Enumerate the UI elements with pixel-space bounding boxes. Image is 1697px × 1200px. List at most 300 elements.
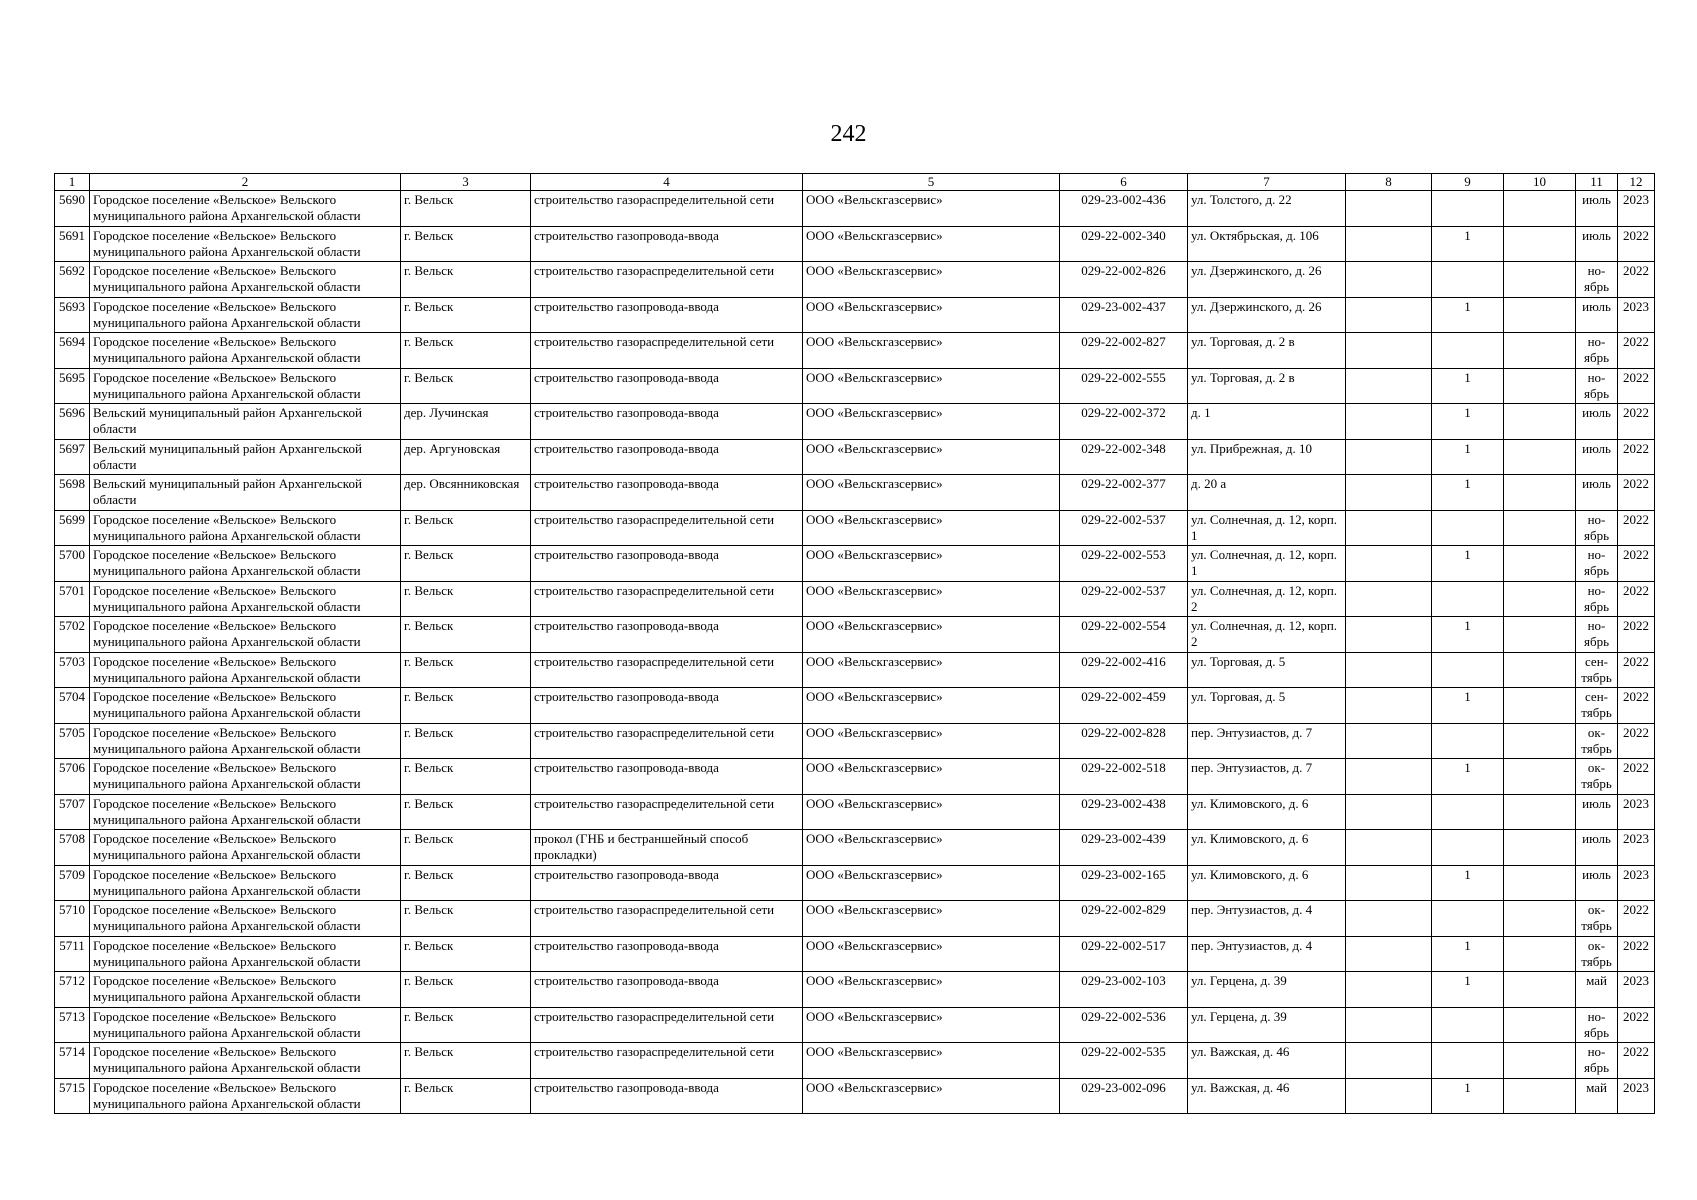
column-8-cell (1346, 475, 1432, 511)
organization-cell: ООО «Вельскгазсервис» (803, 759, 1060, 795)
column-8-cell (1346, 191, 1432, 227)
row-number-cell: 5693 (55, 297, 90, 333)
locality-cell: г. Вельск (401, 865, 531, 901)
column-10-cell (1504, 617, 1576, 653)
row-number-cell: 5706 (55, 759, 90, 795)
column-8-cell (1346, 723, 1432, 759)
registry-code-cell: 029-23-002-103 (1060, 972, 1188, 1008)
organization-cell: ООО «Вельскгазсервис» (803, 368, 1060, 404)
table-row (55, 936, 1655, 972)
municipality-cell: Городское поселение «Вельское» Вельского муниципального района Архангельской области (90, 723, 401, 759)
work-type-cell: строительство газораспределительной сети (531, 652, 803, 688)
row-number-cell: 5700 (55, 546, 90, 582)
year-cell: 2022 (1618, 901, 1655, 937)
year-cell: 2023 (1618, 865, 1655, 901)
locality-cell: г. Вельск (401, 723, 531, 759)
organization-cell: ООО «Вельскгазсервис» (803, 865, 1060, 901)
row-number-cell: 5704 (55, 688, 90, 724)
column-10-cell (1504, 688, 1576, 724)
month-cell: июль (1576, 865, 1618, 901)
column-8-cell (1346, 617, 1432, 653)
address-cell: пер. Энтузиастов, д. 4 (1188, 936, 1346, 972)
locality-cell: г. Вельск (401, 546, 531, 582)
locality-cell: г. Вельск (401, 936, 531, 972)
registry-code-cell: 029-22-002-377 (1060, 475, 1188, 511)
column-8-cell (1346, 368, 1432, 404)
address-cell: пер. Энтузиастов, д. 7 (1188, 759, 1346, 795)
municipality-cell: Городское поселение «Вельское» Вельского муниципального района Архангельской области (90, 972, 401, 1008)
work-type-cell: строительство газораспределительной сети (531, 191, 803, 227)
table-row (55, 759, 1655, 795)
registry-code-cell: 029-23-002-439 (1060, 830, 1188, 866)
year-cell: 2022 (1618, 1043, 1655, 1079)
organization-cell: ООО «Вельскгазсервис» (803, 439, 1060, 475)
year-cell: 2023 (1618, 191, 1655, 227)
month-cell: июль (1576, 297, 1618, 333)
organization-cell: ООО «Вельскгазсервис» (803, 723, 1060, 759)
registry-code-cell: 029-22-002-518 (1060, 759, 1188, 795)
month-cell: июль (1576, 830, 1618, 866)
column-8-cell (1346, 794, 1432, 830)
municipality-cell: Городское поселение «Вельское» Вельского муниципального района Архангельской области (90, 830, 401, 866)
year-cell: 2022 (1618, 475, 1655, 511)
registry-code-cell: 029-22-002-537 (1060, 510, 1188, 546)
registry-code-cell: 029-22-002-829 (1060, 901, 1188, 937)
address-cell: пер. Энтузиастов, д. 7 (1188, 723, 1346, 759)
table-row (55, 439, 1655, 475)
table-row (55, 333, 1655, 369)
year-cell: 2022 (1618, 333, 1655, 369)
address-cell: ул. Торговая, д. 2 в (1188, 333, 1346, 369)
work-type-cell: строительство газопровода-ввода (531, 759, 803, 795)
month-cell: но-ябрь (1576, 1043, 1618, 1079)
municipality-cell: Городское поселение «Вельское» Вельского муниципального района Архангельской области (90, 688, 401, 724)
organization-cell: ООО «Вельскгазсервис» (803, 794, 1060, 830)
locality-cell: г. Вельск (401, 617, 531, 653)
registry-code-cell: 029-23-002-436 (1060, 191, 1188, 227)
registry-code-cell: 029-22-002-827 (1060, 333, 1188, 369)
column-10-cell (1504, 794, 1576, 830)
quantity-cell: 1 (1432, 546, 1504, 582)
municipality-cell: Городское поселение «Вельское» Вельского муниципального района Архангельской области (90, 617, 401, 653)
table-row (55, 581, 1655, 617)
row-number-cell: 5695 (55, 368, 90, 404)
quantity-cell: 1 (1432, 404, 1504, 440)
municipality-cell: Вельский муниципальный район Архангельской области (90, 439, 401, 475)
column-header: 5 (803, 174, 1060, 191)
column-10-cell (1504, 191, 1576, 227)
column-10-cell (1504, 830, 1576, 866)
year-cell: 2022 (1618, 404, 1655, 440)
column-header: 3 (401, 174, 531, 191)
address-cell: пер. Энтузиастов, д. 4 (1188, 901, 1346, 937)
registry-code-cell: 029-22-002-553 (1060, 546, 1188, 582)
address-cell: д. 20 а (1188, 475, 1346, 511)
municipality-cell: Городское поселение «Вельское» Вельского муниципального района Архангельской области (90, 1007, 401, 1043)
column-10-cell (1504, 226, 1576, 262)
work-type-cell: строительство газопровода-ввода (531, 368, 803, 404)
locality-cell: дер. Лучинская (401, 404, 531, 440)
table-row (55, 226, 1655, 262)
month-cell: июль (1576, 191, 1618, 227)
locality-cell: г. Вельск (401, 794, 531, 830)
quantity-cell: 1 (1432, 368, 1504, 404)
column-header: 12 (1618, 174, 1655, 191)
column-10-cell (1504, 439, 1576, 475)
quantity-cell: 1 (1432, 1078, 1504, 1114)
organization-cell: ООО «Вельскгазсервис» (803, 688, 1060, 724)
municipality-cell: Городское поселение «Вельское» Вельского муниципального района Архангельской области (90, 297, 401, 333)
work-type-cell: строительство газопровода-ввода (531, 688, 803, 724)
locality-cell: г. Вельск (401, 759, 531, 795)
work-type-cell: строительство газораспределительной сети (531, 581, 803, 617)
locality-cell: г. Вельск (401, 652, 531, 688)
year-cell: 2022 (1618, 723, 1655, 759)
column-8-cell (1346, 226, 1432, 262)
row-number-cell: 5715 (55, 1078, 90, 1114)
locality-cell: г. Вельск (401, 510, 531, 546)
table-row (55, 830, 1655, 866)
year-cell: 2022 (1618, 688, 1655, 724)
address-cell: ул. Толстого, д. 22 (1188, 191, 1346, 227)
column-8-cell (1346, 262, 1432, 298)
organization-cell: ООО «Вельскгазсервис» (803, 972, 1060, 1008)
column-10-cell (1504, 759, 1576, 795)
quantity-cell (1432, 1043, 1504, 1079)
quantity-cell: 1 (1432, 226, 1504, 262)
register-table (54, 173, 1655, 1114)
column-10-cell (1504, 368, 1576, 404)
table-row (55, 1007, 1655, 1043)
year-cell: 2022 (1618, 617, 1655, 653)
row-number-cell: 5690 (55, 191, 90, 227)
row-number-cell: 5712 (55, 972, 90, 1008)
year-cell: 2022 (1618, 262, 1655, 298)
municipality-cell: Городское поселение «Вельское» Вельского муниципального района Архангельской области (90, 1043, 401, 1079)
municipality-cell: Городское поселение «Вельское» Вельского муниципального района Архангельской области (90, 901, 401, 937)
municipality-cell: Городское поселение «Вельское» Вельского муниципального района Архангельской области (90, 581, 401, 617)
locality-cell: дер. Аргуновская (401, 439, 531, 475)
column-10-cell (1504, 865, 1576, 901)
municipality-cell: Городское поселение «Вельское» Вельского муниципального района Архангельской области (90, 1078, 401, 1114)
month-cell: ок-тябрь (1576, 901, 1618, 937)
month-cell: но-ябрь (1576, 368, 1618, 404)
work-type-cell: строительство газопровода-ввода (531, 404, 803, 440)
column-8-cell (1346, 936, 1432, 972)
quantity-cell (1432, 794, 1504, 830)
month-cell: ок-тябрь (1576, 723, 1618, 759)
column-8-cell (1346, 1078, 1432, 1114)
organization-cell: ООО «Вельскгазсервис» (803, 191, 1060, 227)
year-cell: 2022 (1618, 581, 1655, 617)
municipality-cell: Городское поселение «Вельское» Вельского муниципального района Архангельской области (90, 333, 401, 369)
row-number-cell: 5705 (55, 723, 90, 759)
quantity-cell: 1 (1432, 972, 1504, 1008)
municipality-cell: Городское поселение «Вельское» Вельского муниципального района Архангельской области (90, 794, 401, 830)
locality-cell: г. Вельск (401, 901, 531, 937)
month-cell: июль (1576, 226, 1618, 262)
address-cell: ул. Прибрежная, д. 10 (1188, 439, 1346, 475)
column-header: 11 (1576, 174, 1618, 191)
month-cell: но-ябрь (1576, 1007, 1618, 1043)
column-8-cell (1346, 1043, 1432, 1079)
municipality-cell: Городское поселение «Вельское» Вельского муниципального района Архангельской области (90, 191, 401, 227)
table-row (55, 1043, 1655, 1079)
organization-cell: ООО «Вельскгазсервис» (803, 297, 1060, 333)
municipality-cell: Городское поселение «Вельское» Вельского муниципального района Архангельской области (90, 226, 401, 262)
address-cell: ул. Дзержинского, д. 26 (1188, 297, 1346, 333)
column-10-cell (1504, 936, 1576, 972)
column-10-cell (1504, 1007, 1576, 1043)
row-number-cell: 5699 (55, 510, 90, 546)
column-header: 2 (90, 174, 401, 191)
month-cell: июль (1576, 439, 1618, 475)
month-cell: но-ябрь (1576, 581, 1618, 617)
table-row (55, 546, 1655, 582)
month-cell: июль (1576, 475, 1618, 511)
work-type-cell: строительство газопровода-ввода (531, 936, 803, 972)
work-type-cell: строительство газораспределительной сети (531, 1007, 803, 1043)
organization-cell: ООО «Вельскгазсервис» (803, 510, 1060, 546)
organization-cell: ООО «Вельскгазсервис» (803, 652, 1060, 688)
table-row (55, 865, 1655, 901)
column-10-cell (1504, 1043, 1576, 1079)
table-row (55, 262, 1655, 298)
column-10-cell (1504, 1078, 1576, 1114)
column-8-cell (1346, 510, 1432, 546)
locality-cell: г. Вельск (401, 333, 531, 369)
column-8-cell (1346, 759, 1432, 795)
column-8-cell (1346, 404, 1432, 440)
work-type-cell: строительство газораспределительной сети (531, 901, 803, 937)
registry-code-cell: 029-22-002-372 (1060, 404, 1188, 440)
municipality-cell: Городское поселение «Вельское» Вельского муниципального района Архангельской области (90, 865, 401, 901)
column-10-cell (1504, 652, 1576, 688)
address-cell: ул. Торговая, д. 5 (1188, 652, 1346, 688)
quantity-cell: 1 (1432, 865, 1504, 901)
table-row (55, 652, 1655, 688)
year-cell: 2022 (1618, 1007, 1655, 1043)
table-row (55, 794, 1655, 830)
quantity-cell: 1 (1432, 759, 1504, 795)
address-cell: ул. Торговая, д. 5 (1188, 688, 1346, 724)
table-row (55, 617, 1655, 653)
column-8-cell (1346, 333, 1432, 369)
month-cell: но-ябрь (1576, 333, 1618, 369)
municipality-cell: Городское поселение «Вельское» Вельского муниципального района Архангельской области (90, 546, 401, 582)
row-number-cell: 5710 (55, 901, 90, 937)
table-row (55, 368, 1655, 404)
column-10-cell (1504, 333, 1576, 369)
year-cell: 2022 (1618, 652, 1655, 688)
month-cell: но-ябрь (1576, 617, 1618, 653)
locality-cell: г. Вельск (401, 226, 531, 262)
registry-code-cell: 029-23-002-437 (1060, 297, 1188, 333)
row-number-cell: 5711 (55, 936, 90, 972)
quantity-cell (1432, 830, 1504, 866)
locality-cell: г. Вельск (401, 368, 531, 404)
table-row (55, 723, 1655, 759)
quantity-cell (1432, 510, 1504, 546)
table-row (55, 1078, 1655, 1114)
address-cell: ул. Октябрьская, д. 106 (1188, 226, 1346, 262)
table-row (55, 510, 1655, 546)
quantity-cell (1432, 581, 1504, 617)
municipality-cell: Городское поселение «Вельское» Вельского муниципального района Архангельской области (90, 262, 401, 298)
table-row (55, 191, 1655, 227)
locality-cell: г. Вельск (401, 830, 531, 866)
organization-cell: ООО «Вельскгазсервис» (803, 1043, 1060, 1079)
address-cell: ул. Климовского, д. 6 (1188, 830, 1346, 866)
address-cell: ул. Важская, д. 46 (1188, 1078, 1346, 1114)
address-cell: ул. Климовского, д. 6 (1188, 865, 1346, 901)
column-10-cell (1504, 510, 1576, 546)
column-10-cell (1504, 404, 1576, 440)
column-header: 4 (531, 174, 803, 191)
quantity-cell: 1 (1432, 297, 1504, 333)
registry-code-cell: 029-22-002-348 (1060, 439, 1188, 475)
quantity-cell: 1 (1432, 439, 1504, 475)
row-number-cell: 5713 (55, 1007, 90, 1043)
column-header: 6 (1060, 174, 1188, 191)
column-8-cell (1346, 830, 1432, 866)
table-row (55, 688, 1655, 724)
column-8-cell (1346, 546, 1432, 582)
work-type-cell: строительство газораспределительной сети (531, 794, 803, 830)
registry-code-cell: 029-22-002-459 (1060, 688, 1188, 724)
address-cell: д. 1 (1188, 404, 1346, 440)
organization-cell: ООО «Вельскгазсервис» (803, 901, 1060, 937)
locality-cell: г. Вельск (401, 581, 531, 617)
row-number-cell: 5701 (55, 581, 90, 617)
column-8-cell (1346, 688, 1432, 724)
work-type-cell: строительство газопровода-ввода (531, 972, 803, 1008)
registry-code-cell: 029-22-002-555 (1060, 368, 1188, 404)
municipality-cell: Городское поселение «Вельское» Вельского муниципального района Архангельской области (90, 368, 401, 404)
registry-code-cell: 029-22-002-535 (1060, 1043, 1188, 1079)
work-type-cell: прокол (ГНБ и бестраншейный способ прокладки) (531, 830, 803, 866)
locality-cell: г. Вельск (401, 262, 531, 298)
address-cell: ул. Дзержинского, д. 26 (1188, 262, 1346, 298)
work-type-cell: строительство газораспределительной сети (531, 723, 803, 759)
month-cell: май (1576, 1078, 1618, 1114)
year-cell: 2023 (1618, 794, 1655, 830)
address-cell: ул. Климовского, д. 6 (1188, 794, 1346, 830)
month-cell: май (1576, 972, 1618, 1008)
month-cell: ок-тябрь (1576, 936, 1618, 972)
column-10-cell (1504, 581, 1576, 617)
table-row (55, 404, 1655, 440)
organization-cell: ООО «Вельскгазсервис» (803, 404, 1060, 440)
quantity-cell: 1 (1432, 475, 1504, 511)
address-cell: ул. Торговая, д. 2 в (1188, 368, 1346, 404)
column-10-cell (1504, 901, 1576, 937)
year-cell: 2023 (1618, 297, 1655, 333)
work-type-cell: строительство газопровода-ввода (531, 439, 803, 475)
work-type-cell: строительство газопровода-ввода (531, 617, 803, 653)
column-8-cell (1346, 652, 1432, 688)
year-cell: 2022 (1618, 936, 1655, 972)
column-header: 8 (1346, 174, 1432, 191)
page-number: 242 (830, 121, 867, 147)
row-number-cell: 5703 (55, 652, 90, 688)
year-cell: 2022 (1618, 439, 1655, 475)
column-8-cell (1346, 972, 1432, 1008)
row-number-cell: 5696 (55, 404, 90, 440)
registry-code-cell: 029-22-002-826 (1060, 262, 1188, 298)
year-cell: 2022 (1618, 546, 1655, 582)
column-header: 10 (1504, 174, 1576, 191)
row-number-cell: 5709 (55, 865, 90, 901)
locality-cell: г. Вельск (401, 1007, 531, 1043)
year-cell: 2023 (1618, 972, 1655, 1008)
organization-cell: ООО «Вельскгазсервис» (803, 617, 1060, 653)
registry-code-cell: 029-22-002-536 (1060, 1007, 1188, 1043)
column-8-cell (1346, 901, 1432, 937)
column-header: 7 (1188, 174, 1346, 191)
row-number-cell: 5692 (55, 262, 90, 298)
row-number-cell: 5708 (55, 830, 90, 866)
month-cell: сен-тябрь (1576, 652, 1618, 688)
month-cell: но-ябрь (1576, 510, 1618, 546)
quantity-cell (1432, 333, 1504, 369)
year-cell: 2022 (1618, 368, 1655, 404)
column-number-header-row (55, 174, 1655, 191)
row-number-cell: 5694 (55, 333, 90, 369)
table-row (55, 297, 1655, 333)
registry-code-cell: 029-22-002-537 (1060, 581, 1188, 617)
registry-code-cell: 029-22-002-340 (1060, 226, 1188, 262)
municipality-cell: Городское поселение «Вельское» Вельского муниципального района Архангельской области (90, 936, 401, 972)
quantity-cell: 1 (1432, 936, 1504, 972)
registry-code-cell: 029-22-002-554 (1060, 617, 1188, 653)
address-cell: ул. Герцена, д. 39 (1188, 1007, 1346, 1043)
registry-code-cell: 029-22-002-416 (1060, 652, 1188, 688)
registry-code-cell: 029-23-002-438 (1060, 794, 1188, 830)
row-number-cell: 5698 (55, 475, 90, 511)
registry-code-cell: 029-22-002-517 (1060, 936, 1188, 972)
column-8-cell (1346, 581, 1432, 617)
year-cell: 2022 (1618, 759, 1655, 795)
organization-cell: ООО «Вельскгазсервис» (803, 333, 1060, 369)
row-number-cell: 5697 (55, 439, 90, 475)
address-cell: ул. Солнечная, д. 12, корп. 2 (1188, 617, 1346, 653)
address-cell: ул. Солнечная, д. 12, корп. 1 (1188, 546, 1346, 582)
quantity-cell (1432, 191, 1504, 227)
municipality-cell: Вельский муниципальный район Архангельской области (90, 404, 401, 440)
table-row (55, 901, 1655, 937)
locality-cell: дер. Овсянниковская (401, 475, 531, 511)
work-type-cell: строительство газопровода-ввода (531, 297, 803, 333)
row-number-cell: 5691 (55, 226, 90, 262)
address-cell: ул. Солнечная, д. 12, корп. 1 (1188, 510, 1346, 546)
organization-cell: ООО «Вельскгазсервис» (803, 581, 1060, 617)
quantity-cell (1432, 262, 1504, 298)
month-cell: сен-тябрь (1576, 688, 1618, 724)
quantity-cell (1432, 652, 1504, 688)
address-cell: ул. Солнечная, д. 12, корп. 2 (1188, 581, 1346, 617)
column-8-cell (1346, 297, 1432, 333)
organization-cell: ООО «Вельскгазсервис» (803, 546, 1060, 582)
column-10-cell (1504, 297, 1576, 333)
work-type-cell: строительство газопровода-ввода (531, 865, 803, 901)
column-8-cell (1346, 865, 1432, 901)
work-type-cell: строительство газораспределительной сети (531, 1043, 803, 1079)
address-cell: ул. Важская, д. 46 (1188, 1043, 1346, 1079)
locality-cell: г. Вельск (401, 1078, 531, 1114)
organization-cell: ООО «Вельскгазсервис» (803, 475, 1060, 511)
row-number-cell: 5702 (55, 617, 90, 653)
